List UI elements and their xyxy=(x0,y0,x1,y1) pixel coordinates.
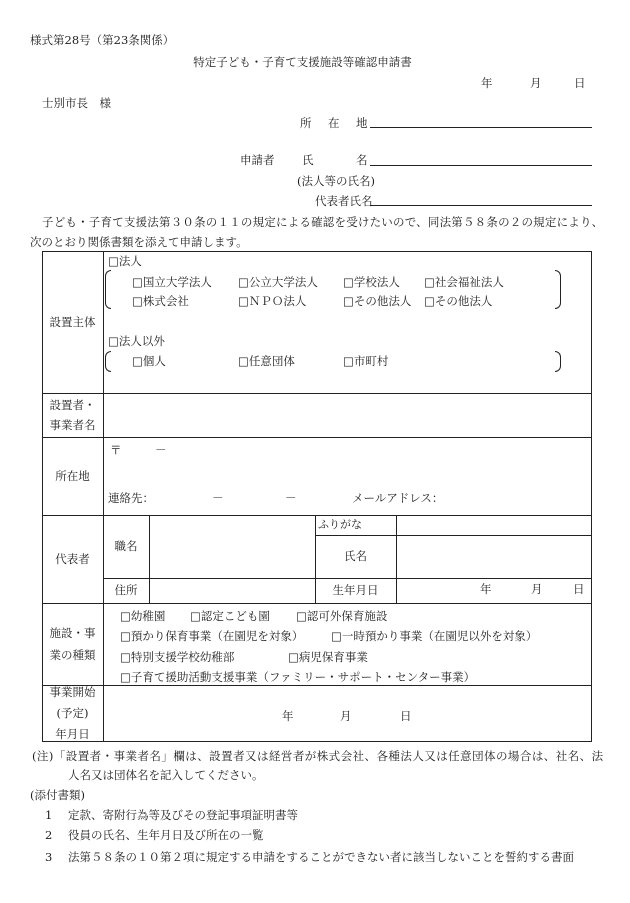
checkbox-family-support-center[interactable]: □子育て援助活動支援事業（ファミリー・サポート・センター事業） xyxy=(120,670,476,684)
right-bracket xyxy=(555,351,561,372)
postal-dash: － xyxy=(155,443,167,457)
applicant-address-field[interactable] xyxy=(370,127,592,128)
representative-name-label: 代表者氏名 xyxy=(315,194,373,208)
start-date-label-line: (予定) xyxy=(56,706,89,720)
header-date-day: 日 xyxy=(574,76,586,90)
postal-mark: 〒 xyxy=(110,443,122,457)
attachment-number: 1 xyxy=(45,808,53,822)
operator-name-label-cell xyxy=(42,393,103,437)
birthdate-field[interactable] xyxy=(396,578,592,603)
start-date-label-line: 事業開始 xyxy=(49,685,96,699)
checkbox-unlicensed-nursery[interactable]: □認可外保育施設 xyxy=(296,609,388,623)
birthdate-day: 日 xyxy=(573,582,585,596)
job-title-field[interactable] xyxy=(149,515,315,578)
contact-dash: － xyxy=(285,491,297,505)
checkbox-voluntary-group[interactable]: □任意団体 xyxy=(238,354,295,368)
checkbox-certified-childcare[interactable]: □認定こども園 xyxy=(190,609,270,623)
applicant-name-label-first: 氏 xyxy=(302,153,314,167)
representative-label: 代表者 xyxy=(55,551,90,566)
checkbox-social-welfare-corp[interactable]: □社会福祉法人 xyxy=(424,275,504,289)
checkbox-extended-care[interactable]: □預かり保育事業（在園児を対象） xyxy=(120,629,304,643)
establisher-label: 設置主体 xyxy=(49,314,96,329)
applicant-name-field[interactable] xyxy=(370,165,592,166)
checkbox-municipality[interactable]: □市町村 xyxy=(343,354,389,368)
location-label: 所在地 xyxy=(55,468,90,483)
addressee: 士別市長 様 xyxy=(42,96,111,110)
checkbox-temporary-care[interactable]: □一時預かり事業（在園児以外を対象） xyxy=(331,629,538,643)
birthdate-label-cell xyxy=(315,578,396,603)
operator-name-label-line: 事業者名 xyxy=(49,418,96,432)
contact-dash: － xyxy=(212,491,224,505)
representative-label-cell xyxy=(42,515,103,603)
intro-line-2: 次のとおり関係書類を添えて申請します。 xyxy=(30,235,248,249)
establisher-content-cell xyxy=(103,251,592,393)
furigana-label: ふりがな xyxy=(318,518,362,531)
establisher-label-cell xyxy=(42,251,103,393)
checkbox-other-corp[interactable]: □その他法人 xyxy=(424,294,493,308)
checkbox-corporation[interactable]: □法人 xyxy=(108,254,142,268)
attachment-text: 役員の氏名、生年月日及び所在の一覧 xyxy=(68,828,264,842)
checkbox-kindergarten[interactable]: □幼稚園 xyxy=(120,609,166,623)
applicant-name-label-second: 名 xyxy=(356,153,368,167)
applicant-label: 申請者 xyxy=(240,153,275,167)
birthdate-label: 生年月日 xyxy=(332,583,379,597)
checkbox-national-university-corp[interactable]: □国立大学法人 xyxy=(132,275,212,289)
start-date-label-line: 年月日 xyxy=(55,727,90,741)
checkbox-public-university-corp[interactable]: □公立大学法人 xyxy=(238,275,318,289)
start-date-field[interactable] xyxy=(103,685,592,742)
facility-type-label-line: 施設・事 xyxy=(49,626,96,640)
birthdate-year: 年 xyxy=(480,582,492,596)
furigana-label-cell xyxy=(315,515,396,535)
right-bracket xyxy=(555,270,561,309)
checkbox-sick-child-care[interactable]: □病児保育事業 xyxy=(288,650,368,664)
checkbox-other-corp[interactable]: □その他法人 xyxy=(343,294,412,308)
operator-name-field[interactable] xyxy=(103,393,592,437)
rep-name-label: 氏名 xyxy=(344,549,367,563)
applicant-address-label: 所 在 地 xyxy=(300,116,370,130)
email-label: メールアドレス： xyxy=(352,491,444,505)
furigana-field[interactable] xyxy=(396,515,592,535)
contact-label: 連絡先： xyxy=(108,491,154,505)
start-date-year: 年 xyxy=(282,709,294,723)
start-date-label-cell xyxy=(42,685,103,742)
job-title-label: 職名 xyxy=(114,539,138,553)
rep-name-label-cell xyxy=(315,535,396,578)
birthdate-month: 月 xyxy=(531,582,543,596)
attachments-heading: (添付書類) xyxy=(30,788,85,802)
note-line-2: 人名又は団体名を記入してください。 xyxy=(68,768,264,782)
attachment-number: 3 xyxy=(45,850,53,864)
rep-address-label-cell xyxy=(103,578,149,603)
attachment-text: 法第５８条の１０第２項に規定する申請をすることができない者に該当しないことを誓約する書面 xyxy=(68,850,574,864)
checkbox-individual[interactable]: □個人 xyxy=(132,354,166,368)
left-bracket xyxy=(105,351,111,372)
applicant-name-note: (法人等の氏名) xyxy=(297,174,375,188)
job-title-label-cell xyxy=(103,515,149,578)
attachment-text: 定款、寄附行為等及びその登記事項証明書等 xyxy=(68,808,298,822)
note-line-1: (注)「設置者・事業者名」欄は、設置者又は経営者が株式会社、各種法人又は任意団体の場合は、社名、法 xyxy=(32,749,604,763)
rep-name-field[interactable] xyxy=(396,535,592,578)
checkbox-stock-company[interactable]: □株式会社 xyxy=(132,294,189,308)
representative-name-field[interactable] xyxy=(370,205,592,206)
start-date-month: 月 xyxy=(340,709,352,723)
header-date-year: 年 xyxy=(481,76,493,90)
rep-address-label: 住所 xyxy=(114,583,138,597)
checkbox-school-corp[interactable]: □学校法人 xyxy=(343,275,400,289)
attachment-number: 2 xyxy=(45,828,53,842)
left-bracket xyxy=(105,270,111,309)
checkbox-npo-corp[interactable]: □ＮＰＯ法人 xyxy=(238,294,307,308)
start-date-day: 日 xyxy=(400,709,412,723)
location-label-cell xyxy=(42,437,103,515)
rep-address-field[interactable] xyxy=(149,578,315,603)
form-number: 様式第28号（第23条関係） xyxy=(30,33,175,47)
facility-type-label-cell xyxy=(42,603,103,685)
intro-line-1: 子ども・子育て支援法第３０条の１１の規定による確認を受けたいので、同法第５８条の２の規定により、 xyxy=(42,215,604,229)
checkbox-special-support-kindergarten[interactable]: □特別支援学校幼稚部 xyxy=(120,650,235,664)
checkbox-non-corporation[interactable]: □法人以外 xyxy=(108,334,165,348)
facility-type-content-cell xyxy=(103,603,592,685)
form-title: 特定子ども・子育て支援施設等確認申請書 xyxy=(193,55,412,69)
location-field[interactable] xyxy=(103,437,592,515)
application-table xyxy=(42,251,592,742)
facility-type-label-line: 業の種類 xyxy=(49,648,96,662)
operator-name-label-line: 設置者・ xyxy=(49,398,96,412)
header-date-month: 月 xyxy=(530,76,542,90)
